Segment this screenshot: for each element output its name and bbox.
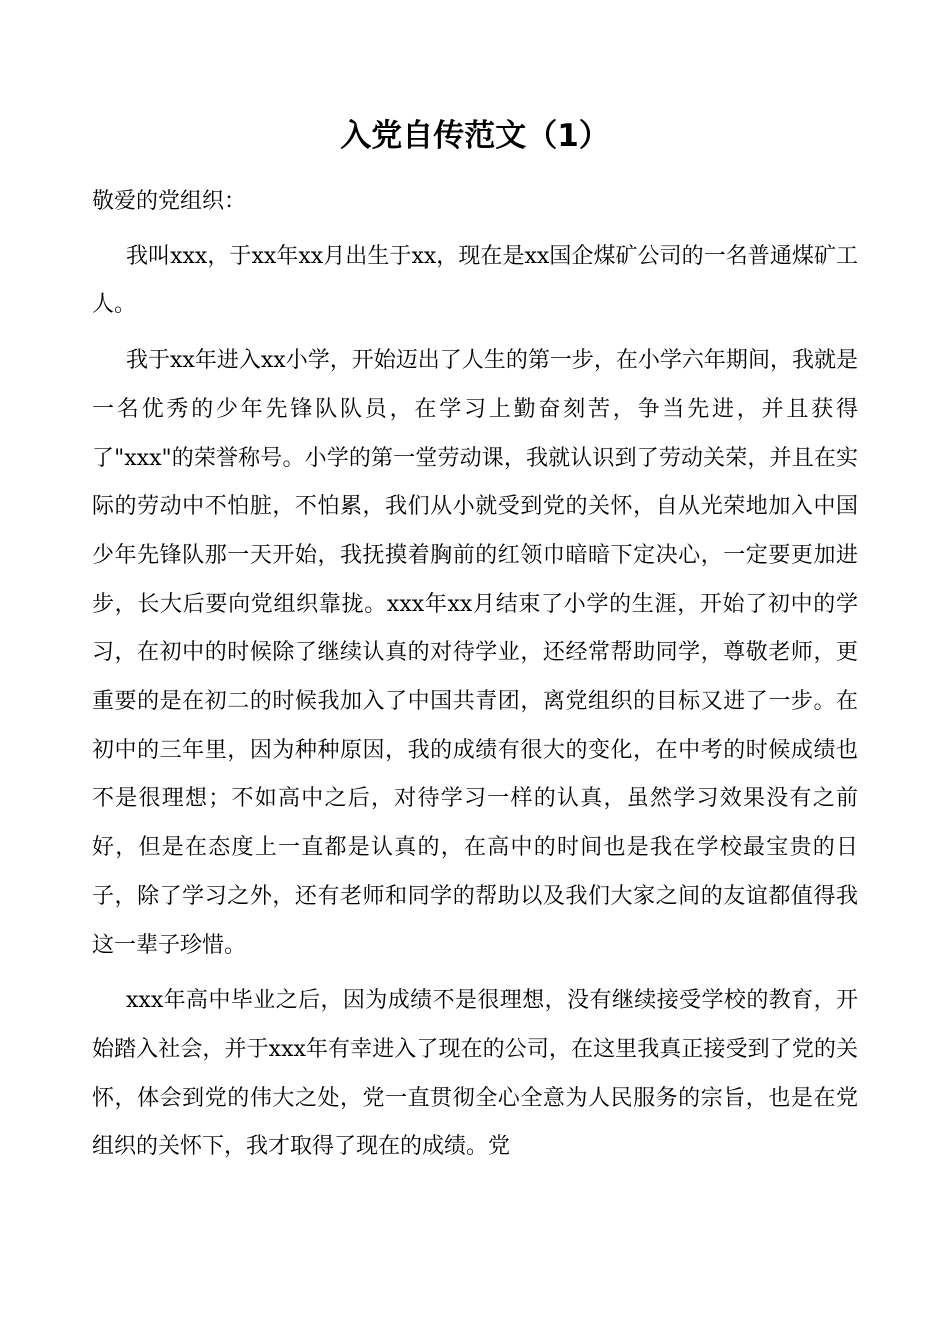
paragraph-education: 我于xx年进入xx小学，开始迈出了人生的第一步，在小学六年期间，我就是一名优秀的少年先锋队队员，在学习上勤奋刻苦，争当先进，并且获得了"xxx"的荣誉称号。小学的第一堂劳动课，我就认识到了劳动关荣，并且在实际的劳动中不怕脏，不怕累，我们从小就受到党的关怀，自从光荣地加入中国少年先锋队那一天开始，我抚摸着胸前的红领巾暗暗下定决心，一定要更加进步，长大后要向党组织靠拢。xxx年xx月结束了小学的生涯，开始了初中的学习，在初中的时候除了继续认真的对待学业，还经常帮助同学，尊敬老师，更重要的是在初二的时候我加入了中国共青团，离党组织的目标又进了一步。在初中的三年里，因为种种原因，我的成绩有很大的变化，在中考的时候成绩也不是很理想；不如高中之后，对待学习一样的认真，虽然学习效果没有之前好，但是在态度上一直都是认真的，在高中的时间也是我在学校最宝贵的日子，除了学习之外，还有老师和同学的帮助以及我们大家之间的友谊都值得我这一辈子珍惜。 bbox=[92, 348, 858, 958]
document-title: 入党自传范文（1） bbox=[340, 118, 610, 154]
document-body bbox=[92, 178, 858, 1179]
paragraph-work: xxx年高中毕业之后，因为成绩不是很理想，没有继续接受学校的教育，开始踏入社会，并于xxx年有幸进入了现在的公司，在这里我真正接受到了党的关怀，体会到党的伟大之处，党一直贯彻全心全意为人民服务的宗旨，也是在党组织的关怀下，我才取得了现在的成绩。党 bbox=[92, 988, 858, 1160]
salutation: 敬爱的党组织： bbox=[92, 189, 247, 214]
paragraph-intro: 我叫xxx，于xx年xx月出生于xx，现在是xx国企煤矿公司的一名普通煤矿工人。 bbox=[92, 243, 858, 318]
